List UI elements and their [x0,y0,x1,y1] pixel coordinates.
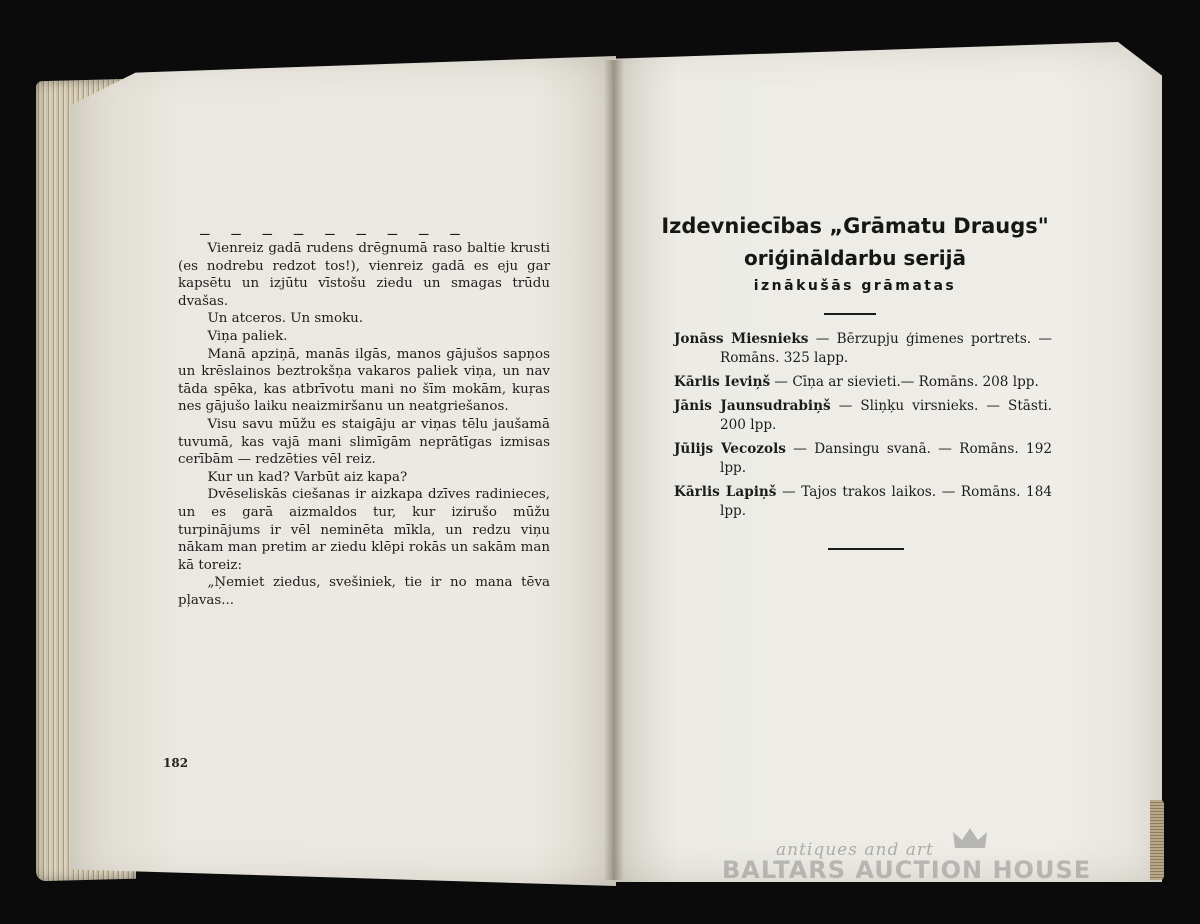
paragraph: Visu savu mūžu es staigāju ar viņas tēlu jaušamā tuvumā, kas vajā mani slimīgām neprātīgas izmisas cerībām — redzēties vēl reiz. [178,416,550,468]
book-list [674,330,1052,526]
closing-rule [828,548,904,550]
left-page-text [178,240,550,609]
book-gutter [604,60,624,880]
paragraph: Vienreiz gadā rudens drēgnumā raso baltie krusti (es nodrebu redzot tos!), vienreiz gadā es eju gar kapsētu un izjūtu vīstošu ziedu un smagas trūdu dvašas. [178,241,550,309]
right-page-edge [1150,800,1164,880]
section-dash-line: — — — — — — — — — [200,224,466,243]
entry-author: Kārlis Lapiņš [674,484,777,500]
book-entry [674,397,1052,435]
entry-author: Jūlijs Vecozols [674,441,786,457]
paragraph: Manā apziņā, manās ilgās, manos gājušos sapņos un krēslainos beztrokšņa vakaros paliek viņa, un nav tāda spēka, kas atbrīvotu mani no šīm mokām, kuŗas nes gājušo laiku neaizmiršanu un neatgriešanos. [178,346,550,415]
paragraph: Dvēseliskās ciešanas ir aizkapa dzīves radinieces, un es garā aizmaldos tur, kur izirušo mūžu turpinājums ir vēl neminēta mīkla, un redzu viņu nākam man pretim ar ziedu klēpi rokās un sakām man kā toreiz: [178,487,550,573]
paragraph: Kur un kad? Varbūt aiz kapa? [207,469,408,485]
heading-rule [824,313,876,315]
paragraph: „Ņemiet ziedus, svešiniek, tie ir no mana tēva pļavas... [178,575,550,608]
list-subheading: iznākušās grāmatas [753,278,957,294]
watermark-tagline: antiques and art [776,840,934,860]
publisher-heading: Izdevniecības „Grāmatu Draugs" [661,214,1049,238]
page-number: 182 [163,756,189,770]
paragraph: Un atceros. Un smoku. [207,311,364,327]
watermark-brand: BALTARS AUCTION HOUSE [722,856,1092,884]
entry-author: Jānis Jaunsudrabiņš [674,398,831,414]
entry-author: Kārlis Ieviņš [674,374,771,390]
book-entry [674,330,1052,368]
book-entry [674,483,1052,521]
entry-details: — Cīņa ar sievieti.— Romāns. 208 lpp. [770,374,1039,390]
book-entry [674,440,1052,478]
entry-details: — Sliņķu virsnieks. — Stāsti. 200 lpp. [720,398,1053,433]
entry-details: — Dansingu svanā. — Romāns. 192 lpp. [720,441,1053,476]
entry-author: Jonāss Miesnieks [674,331,809,347]
paragraph: Viņa paliek. [207,328,288,344]
crown-icon [952,826,988,852]
series-heading: oriģināldarbu serijā [744,246,966,270]
entry-details: — Bērzupju ģimenes portrets. — Romāns. 325 lapp. [720,331,1052,366]
entry-details: — Tajos trakos laikos. — Romāns. 184 lpp. [720,484,1052,519]
book-entry [674,373,1052,392]
